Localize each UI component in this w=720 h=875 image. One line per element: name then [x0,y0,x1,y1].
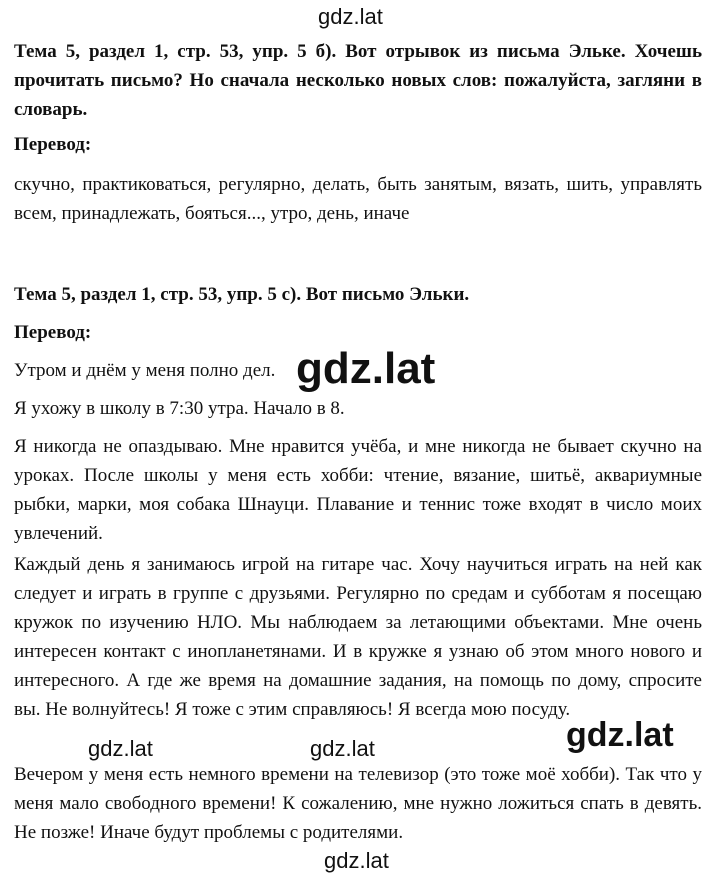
task2-heading: Тема 5, раздел 1, стр. 53, упр. 5 с). Вот письмо Эльки. [14,284,470,305]
task1-text: скучно, практиковаться, регулярно, делать, быть занятым, вязать, шить, управлять всем, принадлежать, бояться..., утро, день, иначе [14,174,702,224]
task1-heading: Тема 5, раздел 1, стр. 53, упр. 5 б). Вот отрывок из письма Эльке. Хочешь прочитать письмо? Но сначала несколько новых слов: пожалуйста, загляни в словарь. [14,41,702,120]
watermark-top: gdz.lat [318,4,383,29]
watermark-right: gdz.lat [566,716,674,754]
letter-paragraph: Каждый день я занимаюсь игрой на гитаре час. Хочу научиться играть на ней как следует и играть в группе с друзьями. Регулярно по средам и субботам я посещаю кружок по изучению НЛО. Мы наблюдаем за летающими объектами. Мне очень интересен контакт с инопланетянами. И в кружке я узнаю об этом много нового и интересного. А где же время на домашние задания, на помощь по дому, спросите вы. Не волнуйтесь! Я тоже с этим справляюсь! Я всегда мою посуду. [14,554,702,720]
watermark-bottom: gdz.lat [324,848,389,873]
letter-paragraph: Утром и днём у меня полно дел. [14,360,276,381]
letter-paragraph: Я никогда не опаздываю. Мне нравится учёба, и мне никогда не бывает скучно на уроках. После школы у меня есть хобби: чтение, вязание, шитьё, аквариумные рыбки, марки, моя собака Шнауци. Плавание и теннис тоже входят в число моих увлечений. [14,436,702,544]
letter-paragraph: Вечером у меня есть немного времени на телевизор (это тоже моё хобби). Так что у меня мало свободного времени! К сожалению, мне нужно ложиться спать в девять. Не позже! Иначе будут проблемы с родителями. [14,764,702,843]
task2-translation-label: Перевод: [14,322,92,343]
watermark-center: gdz.lat [296,344,436,393]
task1-translation-label: Перевод: [14,134,92,155]
watermark-lower-middle: gdz.lat [310,736,375,761]
watermark-lower-left: gdz.lat [88,736,153,761]
letter-paragraph: Я ухожу в школу в 7:30 утра. Начало в 8. [14,398,345,419]
